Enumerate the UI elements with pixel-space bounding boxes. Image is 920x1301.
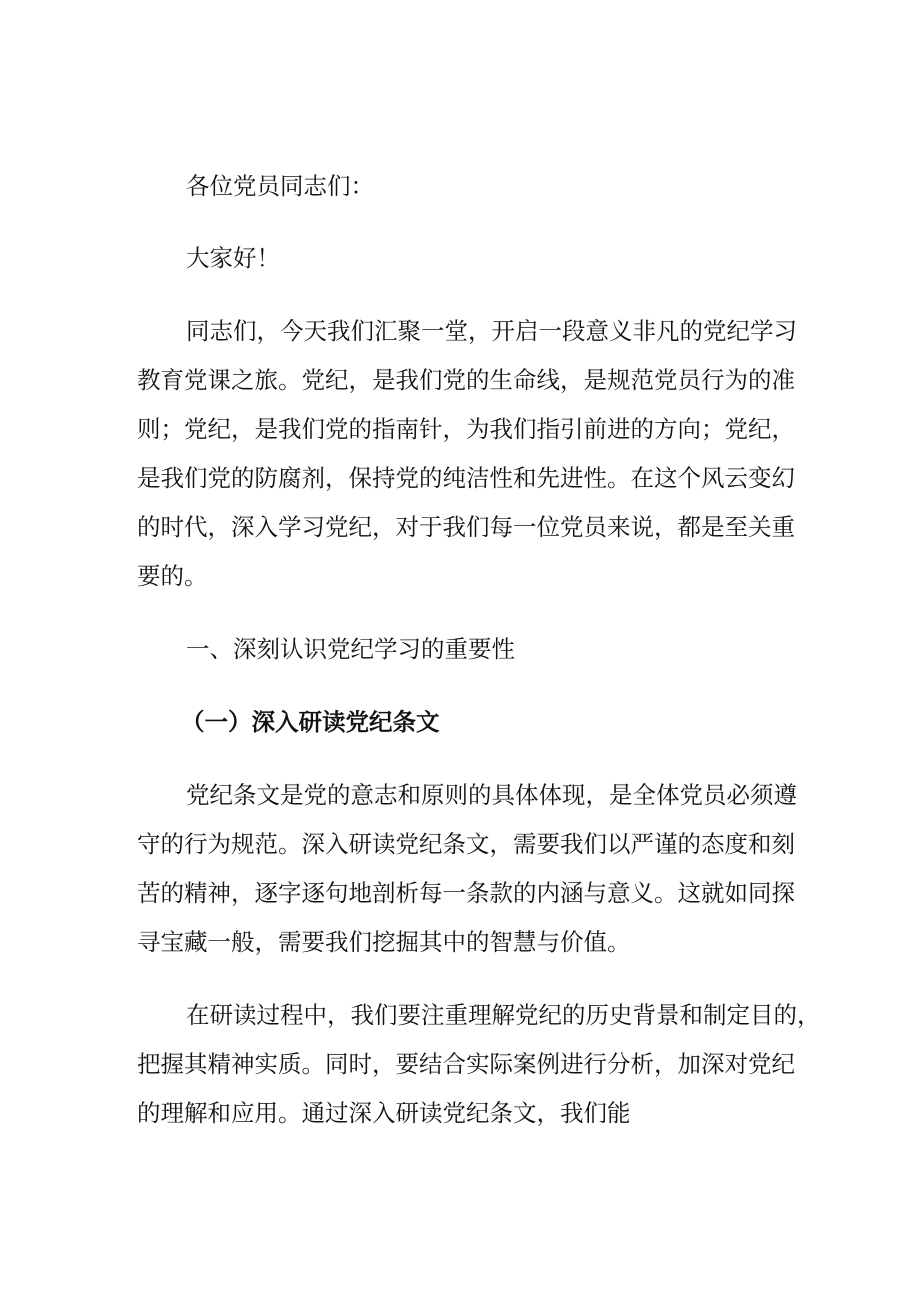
paragraph-line: 党纪条文是党的意志和原则的具体体现，是全体党员必须遵 [186,781,797,809]
paragraph-line: 守的行为规范。深入研读党纪条文，需要我们以严谨的态度和刻 [137,830,795,858]
paragraph-line: 苦的精神，逐字逐句地剖析每一条款的内涵与意义。这就如同探 [137,879,795,907]
intro-line: 的时代，深入学习党纪，对于我们每一位党员来说，都是至关重 [137,513,795,541]
intro-line: 是我们党的防腐剂，保持党的纯洁性和先进性。在这个风云变幻 [137,464,795,492]
paragraph-line: 寻宝藏一般，需要我们挖掘其中的智慧与价值。 [137,928,631,956]
paragraph-line: 在研读过程中，我们要注重理解党纪的历史背景和制定目的， [186,1001,821,1029]
paragraph-line: 的理解和应用。通过深入研读党纪条文，我们能 [137,1099,631,1127]
intro-line: 同志们，今天我们汇聚一堂，开启一段意义非凡的党纪学习 [186,317,797,345]
greeting: 大家好！ [186,244,280,272]
intro-line: 要的。 [137,562,208,590]
paragraph-line: 把握其精神实质。同时，要结合实际案例进行分析，加深对党纪 [137,1050,795,1078]
salutation: 各位党员同志们： [186,172,374,200]
intro-line: 则；党纪，是我们党的指南针，为我们指引前进的方向；党纪， [137,415,795,443]
intro-line: 教育党课之旅。党纪，是我们党的生命线，是规范党员行为的准 [137,366,795,394]
subsection-heading: （一）深入研读党纪条文 [181,708,440,736]
section-heading: 一、深刻认识党纪学习的重要性 [186,635,515,663]
